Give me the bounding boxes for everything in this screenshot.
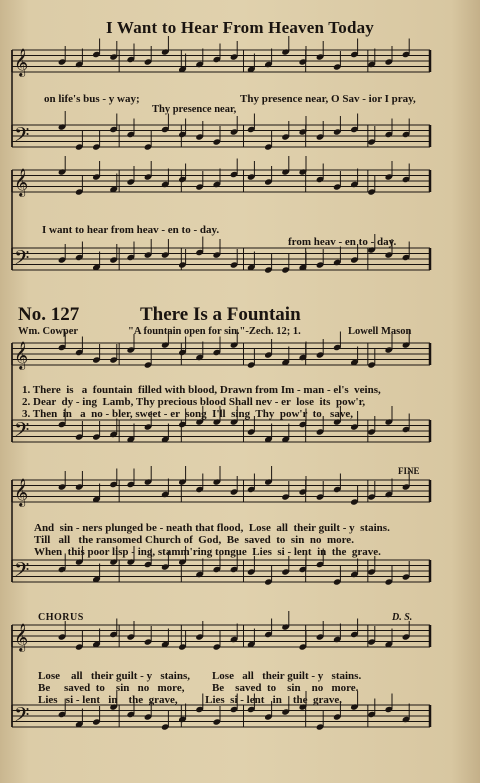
- bass-clef-icon: 𝄢: [14, 558, 30, 586]
- treble-clef-icon: 𝄞: [14, 48, 29, 76]
- treble-clef-icon: 𝄞: [14, 623, 29, 651]
- verse-line: 2. Dear dy - ing Lamb, Thy precious blood Shall nev - er lose its pow'r,: [22, 396, 366, 408]
- chorus-line: Be saved to sin no more, Be saved to sin no more.: [38, 682, 359, 694]
- treble-clef-icon: 𝄞: [14, 478, 29, 506]
- ds-marker: D. S.: [392, 612, 413, 623]
- treble-clef-icon: 𝄞: [14, 168, 29, 196]
- chorus-line: Lose all their guilt - y stains, Lose all their guilt - y stains.: [38, 670, 362, 682]
- chorus-label: CHORUS: [38, 612, 84, 623]
- lyric-line: I want to hear from heav - en to - day.: [42, 224, 220, 236]
- verse-line: And sin - ners plunged be - neath that flood, Lose all their guilt - y stains.: [34, 522, 390, 534]
- bass-clef-icon: 𝄢: [14, 703, 30, 731]
- hymn-title: There Is a Fountain: [140, 304, 301, 325]
- treble-clef-icon: 𝄞: [14, 341, 29, 369]
- lyric-line: on life's bus - y way;: [44, 93, 140, 105]
- hymn-title: I Want to Hear From Heaven Today: [105, 18, 375, 37]
- verse-line: 3. Then in a no - bler, sweet - er song I'll sing Thy pow'r to save,: [22, 408, 353, 420]
- verse-line: Till all the ransomed Church of God, Be saved to sin no more.: [34, 534, 354, 546]
- bass-clef-icon: 𝄢: [14, 123, 30, 151]
- hymn-number: No. 127: [18, 304, 80, 325]
- lyric-line: from heav - en to - day.: [288, 236, 397, 248]
- author-credit: Wm. Cowper: [18, 326, 79, 337]
- lyric-line: Thy presence near, O Sav - ior I pray,: [240, 93, 416, 105]
- bass-clef-icon: 𝄢: [14, 246, 30, 274]
- lyric-line: Thy presence near,: [152, 104, 237, 115]
- bass-clef-icon: 𝄢: [14, 418, 30, 446]
- composer-credit: Lowell Mason: [348, 326, 412, 337]
- chorus-line: Lies si - lent in the grave, Lies si - lent in the grave.: [38, 694, 343, 706]
- fine-marker: FINE: [398, 466, 420, 476]
- verse-line: 1. There is a fountain filled with blood, Drawn from Im - man - el's veins,: [22, 384, 381, 396]
- verse-line: When this poor lisp - ing, stamm'ring tongue Lies si - lent in the grave.: [34, 546, 381, 558]
- scripture-reference: "A fountain open for sin."-Zech. 12; 1.: [128, 326, 301, 337]
